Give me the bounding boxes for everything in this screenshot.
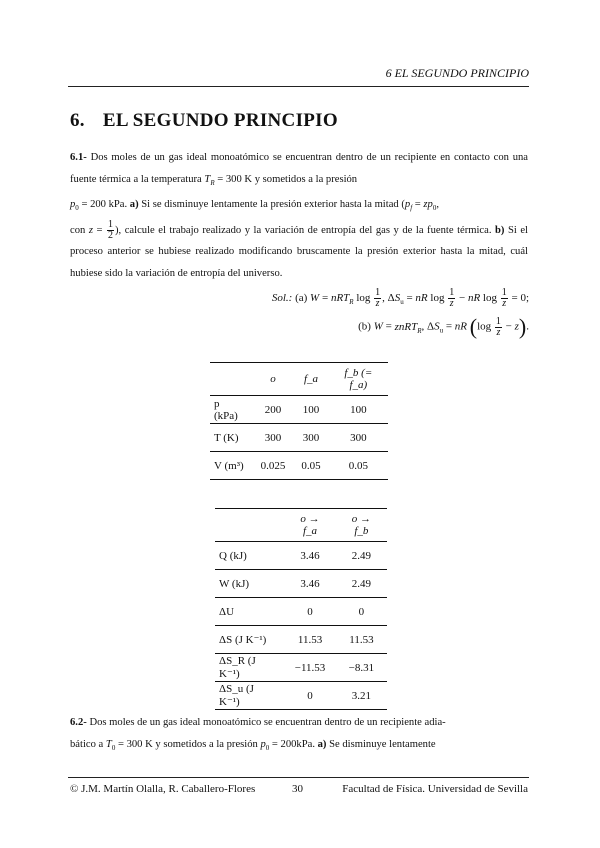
process-table: [215, 508, 387, 710]
table-cell: 0.05: [301, 459, 321, 472]
table-cell: 0: [307, 689, 313, 702]
running-head: 6 EL SEGUNDO PRINCIPIO: [385, 66, 529, 80]
row-label: Q (kJ): [219, 549, 247, 562]
table-cell: 0: [307, 605, 313, 618]
chapter-title: [70, 110, 338, 132]
solution-label: Sol.:: [271, 292, 293, 305]
problem-text: calcule el trabajo realizado y la variación de entropía del gas y de la fuente: [124, 224, 454, 236]
table-row: [215, 542, 387, 570]
problem-text: y sometidos a la presión: [155, 738, 258, 750]
problem-text: Si el proceso anterior se hubiese realizado modificando bruscamente la presión: [70, 224, 528, 258]
row-label: ΔS_u (J K⁻¹): [219, 683, 254, 708]
table-cell: 200: [264, 403, 282, 416]
footer-authors: © J.M. Martín Olalla, R. Caballero-Flores: [70, 783, 256, 795]
problem-text: bático a: [70, 738, 104, 750]
table-cell: 2.49: [351, 549, 372, 562]
table-row: [210, 424, 388, 452]
solution-line-b: (b) W = znRT$_R$, $\Delta S_u$ = nR (log $\frac{1}{z}$ − z).: [358, 314, 529, 339]
problem-text: Dos moles de un gas ideal monoatómico se encuentran dentro de un recipiente adia-: [89, 717, 446, 728]
fraction: $\frac{1}{2}$: [108, 218, 113, 241]
table-cell: 3.46: [300, 549, 320, 562]
column-header: [210, 363, 253, 396]
row-label: V (m³): [214, 459, 244, 472]
problem-text: Dos moles de un gas ideal monoatómico se encuentran dentro de un recipiente en: [90, 152, 451, 163]
table-row: [215, 682, 387, 710]
problem-label: 6.1-: [70, 152, 87, 163]
table-cell: 0: [358, 605, 365, 618]
problem-text: exterior hasta la mitad, cuál hubiese sido la variación de entropía del universo.: [70, 246, 528, 279]
problem-text: contacto con una fuente térmica a la temperatura: [70, 152, 528, 185]
part-b-label: b): [495, 224, 505, 236]
table-header-row: [215, 509, 387, 542]
row-label: T (K): [214, 431, 239, 444]
table-cell: 2.49: [351, 577, 372, 590]
header-rule: [68, 86, 529, 87]
part-a-label: a): [129, 199, 139, 211]
problem-6-1: 6.1- Dos moles de un gas ideal monoatómico se encuentran dentro de un recipiente en contacto con una fuente térmica a la temperatura $T_R = 300$ K y sometidos a la presión $p_0 = 200$ kPa. a) Si se disminuye lentamente la presión exterior hasta la mitad ($p_f = zp_0$, con z = $\frac{1}{2}$ ), calcule el trabajo realizado y la variación de entropía del gas y de la fuente térmica. b) Si el proceso anterior se hubiese realizado modificando bruscamente la presión exterior hasta la mitad, cuál hubiese sido la variación de entropía del universo.: [70, 152, 528, 279]
table-row: [215, 654, 387, 682]
table-row: [215, 598, 387, 626]
problem-text: Se disminuye lentamente: [329, 738, 436, 750]
table-row: [215, 626, 387, 654]
footer-rule: [68, 777, 529, 778]
column-header: o → f_b: [351, 513, 372, 537]
solution-line-a: Sol.: (a) W = nRT$_R$ log $\frac{1}{z}$ , $\Delta S_u$ = nR log $\frac{1}{z}$ − nR log $\frac{1}{z}$ = 0;: [271, 287, 529, 309]
chapter-title-text: EL SEGUNDO PRINCIPIO: [102, 110, 338, 131]
table-cell: 300: [302, 431, 320, 444]
problem-text: térmica.: [457, 224, 492, 236]
problem-label: 6.2-: [70, 717, 87, 728]
table-row: [215, 570, 387, 598]
table-cell: 100: [350, 403, 367, 416]
state-table: [210, 362, 388, 480]
table-cell: 300: [350, 431, 367, 444]
row-label: W (kJ): [219, 577, 250, 590]
chapter-number: 6.: [70, 110, 85, 131]
table-cell: −8.31: [348, 661, 375, 674]
row-label: p (kPa): [214, 397, 238, 422]
column-header: f_a: [303, 373, 319, 385]
table-cell: 0.025: [260, 459, 286, 472]
column-header: f_b (= f_a): [344, 367, 373, 391]
problem-6-2: 6.2- Dos moles de un gas ideal monoatómico se encuentran dentro de un recipiente adia- bático a $T_0 = 300$ K y sometidos a la presión $p_0 = 200kPa$. a) Se disminuye lentamente: [70, 717, 446, 752]
column-header: o: [270, 373, 276, 385]
row-label: ΔS (J K⁻¹): [219, 634, 267, 646]
problem-text: Si se disminuye lentamente la presión exterior hasta la mitad: [141, 199, 399, 211]
part-a-label: a): [317, 738, 327, 750]
problem-text: y sometidos a la presión: [254, 173, 358, 185]
table-row: [210, 452, 388, 480]
table-cell: 100: [302, 403, 320, 416]
column-header: [215, 509, 284, 542]
table-cell: 3.46: [300, 577, 320, 590]
row-label: ΔS_R (J K⁻¹): [219, 655, 256, 680]
row-label: ΔU: [219, 605, 235, 618]
column-header: o → f_a: [300, 513, 320, 537]
table-row: [210, 396, 388, 424]
table-cell: 11.53: [297, 633, 323, 646]
table-cell: 11.53: [349, 633, 374, 646]
table-cell: −11.53: [294, 661, 326, 674]
table-cell: 3.21: [351, 689, 372, 702]
footer: [70, 783, 528, 795]
table-header-row: [210, 363, 388, 396]
page-number: 30: [292, 783, 303, 795]
table-cell: 300: [264, 431, 282, 444]
footer-institution: Facultad de Física. Universidad de Sevilla: [342, 783, 528, 795]
table-cell: 0.05: [348, 459, 368, 472]
